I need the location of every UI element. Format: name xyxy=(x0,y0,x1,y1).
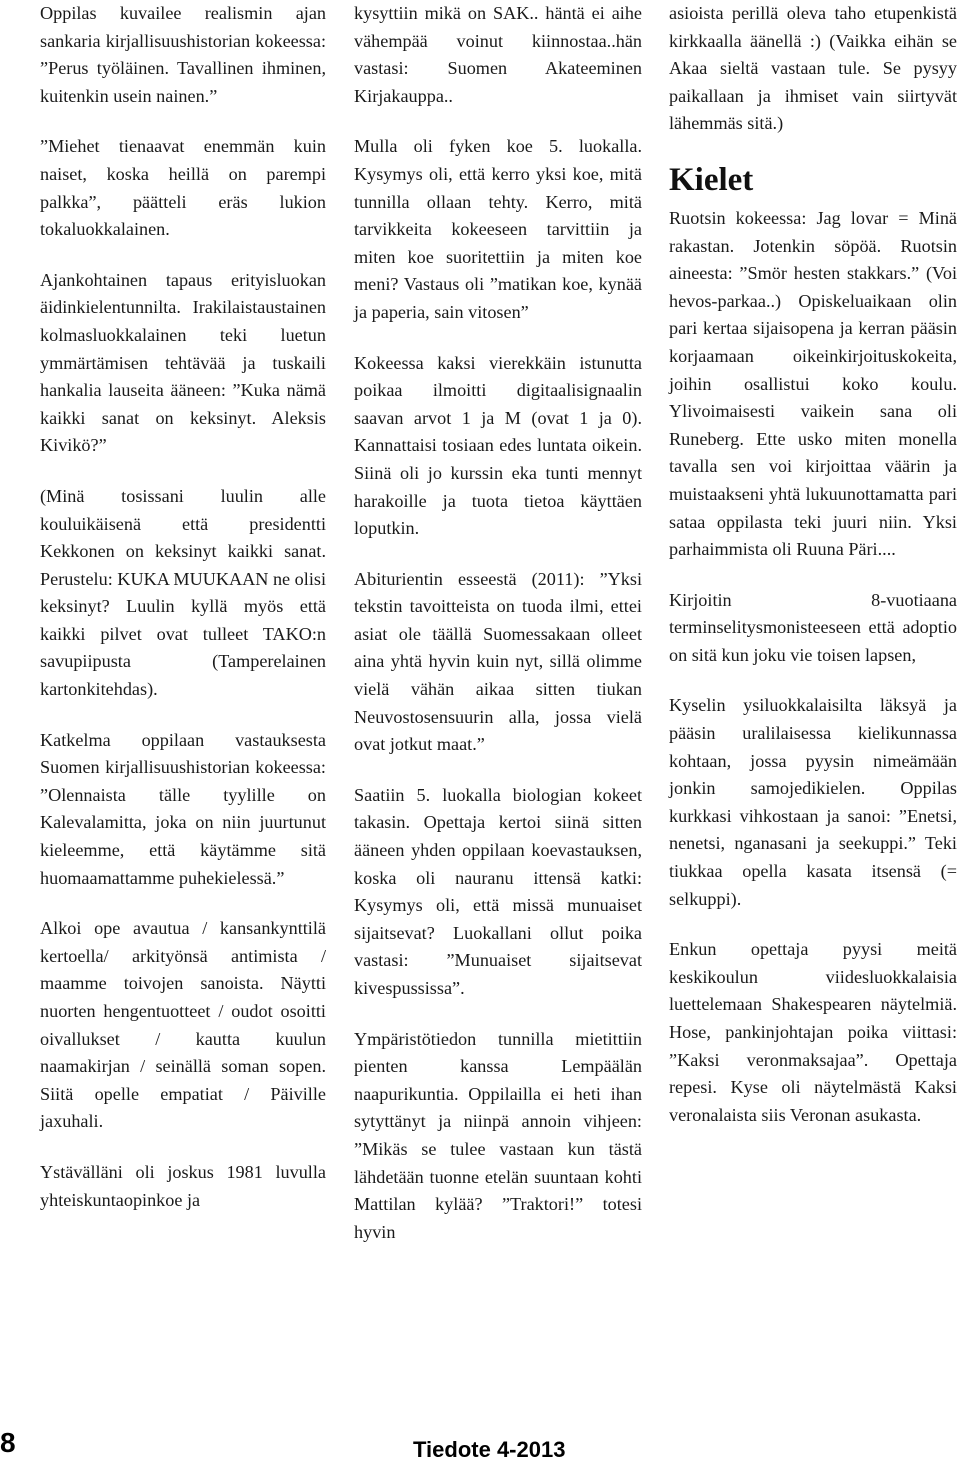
paragraph: Kirjoitin 8-vuotiaana terminselitysmonisteeseen että adoptio on sitä kun joku vie toisen lapsen, xyxy=(669,589,957,665)
text-column-1 xyxy=(40,0,326,1237)
paragraph: Saatiin 5. luokalla biologian kokeet takasin. Opettaja kertoi siinä sitten ääneen yhden oppilaan koevastauksen, koska oli nauranu ittensä katki: Kysymys oli, että missä munuaiset sijaitsevat? Luokallani ollut poika vastasi: ”Munuaiset sijaitsevat kivespussissa”. xyxy=(354,784,642,998)
paragraph: Oppilas kuvailee realismin ajan sankaria kirjallisuushistorian kokeessa: ”Perus työläinen. Tavallinen ihminen, kuitenkin usein nainen.” xyxy=(40,3,326,106)
page-number: 8 xyxy=(0,1427,16,1458)
paragraph: Ruotsin kokeessa: Jag lovar = Minä rakastan. Jotenkin söpöä. Ruotsin aineesta: ”Smör hesten stakkars.” (Voi hevos-parkaa..) Opiskeluaikaan olin pari kertaa sijaisopena ja kerran pääsin korjaamaan oikeinkirjoituskokeita, joihin osallistui koko koulu. Ylivoimaisesti vaikein sana oli Runeberg. Ette usko miten monella tavalla sen voi kirjoittaa väärin ja muistaakseni yhtä lukuunottamatta pari sataa oppilasta teki juuri niin. Yksi parhaimmista oli Ruuna Päri.... xyxy=(669,207,957,560)
paragraph: ”Miehet tienaavat enemmän kuin naiset, koska heillä on parempi palkka”, päätteli eräs lukion tokaluokkalainen. xyxy=(40,136,326,240)
paragraph: Kokeessa kaksi vierekkäin istunutta poikaa ilmoitti digitaalisignaalin saavan arvot 1 ja M (ovat 1 ja 0). Kannattaisi tosiaan edes luntata oikein. Siinä oli jo kurssin eka tunti mennyt harakoille ja tuota tietoa käyttäen loputkin. xyxy=(354,352,642,539)
paragraph: Katkelma oppilaan vastauksesta Suomen kirjallisuushistorian kokeessa: ”Olennaista tälle tyylille on Kalevalamitta, joka on niin juurtunut kieleemme, että käytämme sitä huomaamattamme puhekielessä.” xyxy=(40,729,326,888)
paragraph: Alkoi ope avautua / kansankynttilä kertoella/ arkityönsä antimista / maamme toivojen sanoista. Näytti nuorten hengentuotteet / oudot osoitti oivallukset / kautta kuulun naamakirjan / seinällä soman sopen. Siitä opelle empatiat / Päiville jaxuhali. xyxy=(40,918,326,1132)
paragraph: kysyttiin mikä on SAK.. häntä ei aihe vähempää voinut kiinnostaa..hän vastasi: Suomen Akateeminen Kirjakauppa.. xyxy=(354,3,642,106)
paragraph: Ajankohtainen tapaus erityisluokan äidinkielentunnilta. Irakilaistaustainen kolmasluokkalainen teki luetun ymmärtämisen tehtävää ja tuskaili hankalia lauseita ääneen: ”Kuka nämä kaikki sanat on keksinyt. Aleksis Kivikö?” xyxy=(40,269,326,456)
paragraph: Mulla oli fyken koe 5. luokalla. Kysymys oli, että kerro yksi koe, mitä tunnilla ollaan tehty. Kerro, mitä tarvikkeita kokeeseen tarvittiin ja miten koe suoritettiin ja miten koe meni? Vastaus oli ”matikan koe, kynää ja paperia, sain vitosen” xyxy=(354,136,642,322)
paragraph: Ympäristötiedon tunnilla mietittiin pienten kanssa Lempäälän naapurikuntia. Oppilailla ei heti ihan sytyttänyt ja niinpä annoin vihjeen: ”Mikäs se tulee vastaan kun tästä lähdetään tuonne etelän suuntaan kohti Mattilan kylää? ”Traktori!” totesi hyvin xyxy=(354,1028,642,1242)
paragraph: Abiturientin esseestä (2011): ”Yksi tekstin tavoitteista on tuoda ilmi, ettei asiat ole täällä Suomessakaan olleet aina yhtä hyvin kuin nyt, sillä olimme vielä vähän aikaa sitten tiukan Neuvostosensuurin alla, jossa vielä ovat jotkut maat.” xyxy=(354,568,642,755)
section-heading: Kielet xyxy=(669,161,754,198)
paragraph: Enkun opettaja pyysi meitä keskikoulun viidesluokkalaisia luettelemaan Shakespearen näytelmiä. Hose, pankinjohtajan poika viittasi: ”Kaksi veronmaksajaa”. Opettaja repesi. Kyse oli näytelmästä Kaksi veronalaista siis Veronan asukasta. xyxy=(669,939,957,1125)
text-column-3 xyxy=(669,0,957,1152)
paragraph: Ystävälläni oli joskus 1981 luvulla yhteiskuntaopinkoe ja xyxy=(40,1161,326,1210)
publication-title: Tiedote 4-2013 xyxy=(413,1437,566,1462)
paragraph: asioista perillä oleva taho etupenkistä kirkkaalla äänellä :) (Vaikka eihän se Akaa sieltä vastaan tule. Se pysyy paikallaan ja ihmiset vain siirtyvät lähemmäs sitä.) xyxy=(669,3,957,134)
paragraph: Kyselin ysiluokkalaisilta läksyä ja pääsin uralilaisessa kielikunnassa kohtaan, jossa pyysin nimeämään jonkin samojedikielen. Oppilas kurkkasi vihkostaan ja sanoi: ”Enetsi, nenetsi, nganasani ja seekuppi.” Teki tiukkaa opella kasata itsensä (= selkuppi). xyxy=(669,695,957,909)
paragraph: (Minä tosissani luulin alle kouluikäisenä että presidentti Kekkonen on keksinyt kaikki sanat. Perustelu: KUKA MUUKAAN ne olisi keksinyt? Luulin kyllä myös että kaikki pilvet ovat tulleet TAKO:n savupiipusta (Tamperelainen kartonkitehdas). xyxy=(40,485,326,700)
text-column-2 xyxy=(354,0,642,1269)
